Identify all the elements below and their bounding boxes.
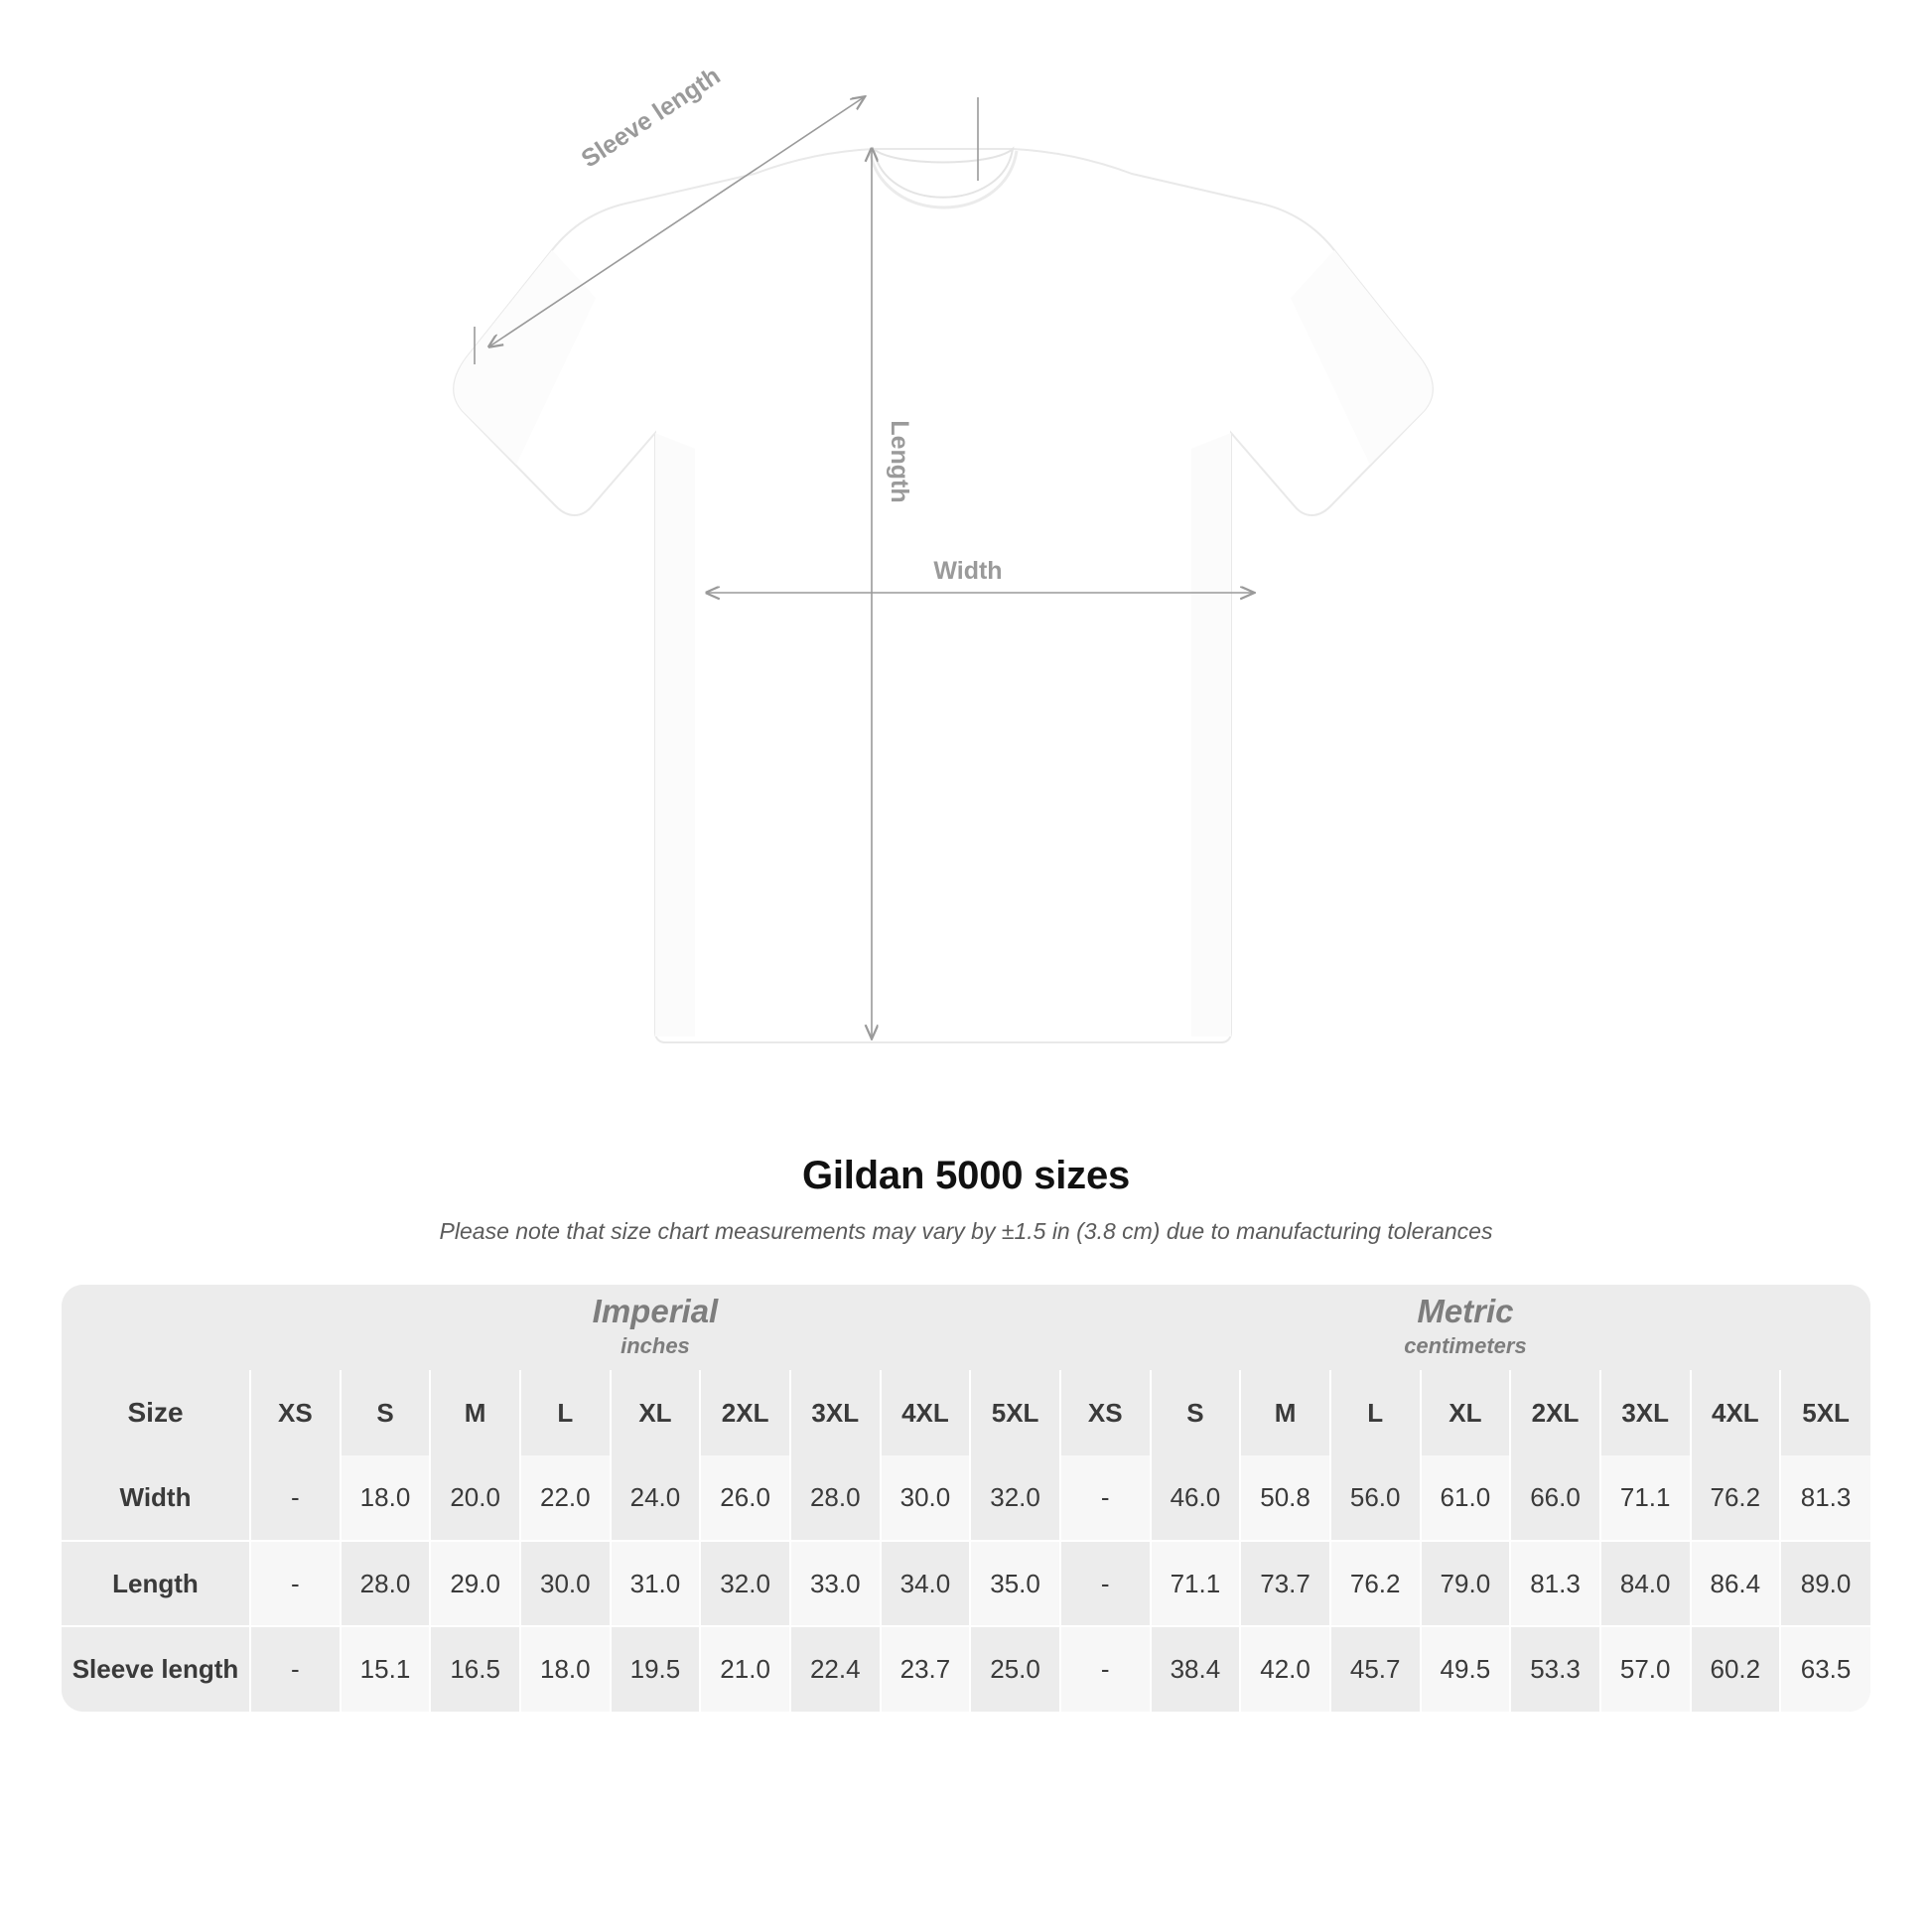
unit-group-row — [62, 1285, 1870, 1370]
cell-sleeve-imperial-2xl: 21.0 — [700, 1626, 790, 1712]
cell-width-metric-xs: - — [1060, 1455, 1151, 1541]
cell-sleeve-imperial-3xl: 22.4 — [790, 1626, 881, 1712]
tshirt-shape — [454, 149, 1433, 1042]
size-table-wrapper — [62, 1285, 1870, 1712]
cell-sleeve-imperial-4xl: 23.7 — [881, 1626, 971, 1712]
unit-group-imperial-sub: inches — [621, 1333, 690, 1359]
size-header-imperial-l: L — [520, 1370, 611, 1455]
cell-sleeve-metric-xs: - — [1060, 1626, 1151, 1712]
size-header-imperial-s: S — [341, 1370, 431, 1455]
table-row — [62, 1455, 1870, 1541]
cell-sleeve-imperial-xs: - — [250, 1626, 341, 1712]
cell-sleeve-imperial-l: 18.0 — [520, 1626, 611, 1712]
width-label: Width — [933, 557, 1003, 585]
cell-length-metric-xs: - — [1060, 1541, 1151, 1626]
unit-group-metric-sub: centimeters — [1404, 1333, 1527, 1359]
size-header-metric-xl: XL — [1421, 1370, 1511, 1455]
size-header-metric-5xl: 5XL — [1780, 1370, 1870, 1455]
cell-width-metric-2xl: 66.0 — [1510, 1455, 1600, 1541]
size-header-imperial-3xl: 3XL — [790, 1370, 881, 1455]
size-header-imperial-xl: XL — [611, 1370, 701, 1455]
unit-group-metric — [1060, 1285, 1870, 1370]
size-header-metric-2xl: 2XL — [1510, 1370, 1600, 1455]
size-table — [62, 1285, 1870, 1712]
row-label-length: Length — [62, 1541, 250, 1626]
cell-length-metric-3xl: 84.0 — [1600, 1541, 1691, 1626]
unit-group-metric-name: Metric — [1417, 1292, 1514, 1329]
cell-length-imperial-xs: - — [250, 1541, 341, 1626]
size-header-imperial-5xl: 5XL — [970, 1370, 1060, 1455]
size-header-label: Size — [62, 1370, 250, 1455]
cell-width-metric-m: 50.8 — [1240, 1455, 1330, 1541]
cell-width-imperial-3xl: 28.0 — [790, 1455, 881, 1541]
cell-width-metric-xl: 61.0 — [1421, 1455, 1511, 1541]
cell-width-metric-l: 56.0 — [1330, 1455, 1421, 1541]
size-header-row — [62, 1370, 1870, 1455]
size-header-imperial-2xl: 2XL — [700, 1370, 790, 1455]
cell-length-imperial-5xl: 35.0 — [970, 1541, 1060, 1626]
table-row — [62, 1541, 1870, 1626]
cell-length-metric-5xl: 89.0 — [1780, 1541, 1870, 1626]
cell-width-imperial-l: 22.0 — [520, 1455, 611, 1541]
size-header-metric-m: M — [1240, 1370, 1330, 1455]
cell-width-imperial-4xl: 30.0 — [881, 1455, 971, 1541]
page-title: Gildan 5000 sizes — [801, 1154, 1131, 1197]
table-corner — [62, 1285, 250, 1370]
cell-width-imperial-5xl: 32.0 — [970, 1455, 1060, 1541]
cell-length-metric-xl: 79.0 — [1421, 1541, 1511, 1626]
cell-length-imperial-l: 30.0 — [520, 1541, 611, 1626]
size-header-imperial-m: M — [430, 1370, 520, 1455]
table-row — [62, 1626, 1870, 1712]
sleeve-length-label: Sleeve length — [576, 62, 726, 174]
row-label-width: Width — [62, 1455, 250, 1541]
row-label-sleeve-length: Sleeve length — [62, 1626, 250, 1712]
cell-length-metric-4xl: 86.4 — [1691, 1541, 1781, 1626]
cell-width-imperial-s: 18.0 — [341, 1455, 431, 1541]
size-header-imperial-4xl: 4XL — [881, 1370, 971, 1455]
size-header-imperial-xs: XS — [250, 1370, 341, 1455]
cell-length-metric-2xl: 81.3 — [1510, 1541, 1600, 1626]
cell-sleeve-imperial-5xl: 25.0 — [970, 1626, 1060, 1712]
size-header-metric-3xl: 3XL — [1600, 1370, 1691, 1455]
size-header-metric-4xl: 4XL — [1691, 1370, 1781, 1455]
cell-width-metric-4xl: 76.2 — [1691, 1455, 1781, 1541]
cell-sleeve-metric-m: 42.0 — [1240, 1626, 1330, 1712]
cell-width-metric-3xl: 71.1 — [1600, 1455, 1691, 1541]
cell-length-imperial-s: 28.0 — [341, 1541, 431, 1626]
cell-sleeve-metric-l: 45.7 — [1330, 1626, 1421, 1712]
cell-sleeve-metric-xl: 49.5 — [1421, 1626, 1511, 1712]
cell-width-imperial-m: 20.0 — [430, 1455, 520, 1541]
cell-width-imperial-xs: - — [250, 1455, 341, 1541]
cell-width-imperial-2xl: 26.0 — [700, 1455, 790, 1541]
cell-sleeve-imperial-xl: 19.5 — [611, 1626, 701, 1712]
cell-sleeve-metric-4xl: 60.2 — [1691, 1626, 1781, 1712]
cell-sleeve-metric-2xl: 53.3 — [1510, 1626, 1600, 1712]
cell-length-imperial-xl: 31.0 — [611, 1541, 701, 1626]
measurement-note: Please note that size chart measurements may vary by ±1.5 in (3.8 cm) due to manufacturing tolerances — [439, 1218, 1493, 1244]
cell-sleeve-metric-3xl: 57.0 — [1600, 1626, 1691, 1712]
cell-length-imperial-m: 29.0 — [430, 1541, 520, 1626]
cell-length-imperial-2xl: 32.0 — [700, 1541, 790, 1626]
cell-length-metric-s: 71.1 — [1151, 1541, 1241, 1626]
unit-group-imperial — [250, 1285, 1060, 1370]
cell-sleeve-imperial-m: 16.5 — [430, 1626, 520, 1712]
cell-length-metric-m: 73.7 — [1240, 1541, 1330, 1626]
cell-length-metric-l: 76.2 — [1330, 1541, 1421, 1626]
cell-width-metric-5xl: 81.3 — [1780, 1455, 1870, 1541]
size-header-metric-l: L — [1330, 1370, 1421, 1455]
cell-width-imperial-xl: 24.0 — [611, 1455, 701, 1541]
cell-sleeve-metric-s: 38.4 — [1151, 1626, 1241, 1712]
cell-length-imperial-4xl: 34.0 — [881, 1541, 971, 1626]
cell-sleeve-imperial-s: 15.1 — [341, 1626, 431, 1712]
size-header-metric-s: S — [1151, 1370, 1241, 1455]
size-header-metric-xs: XS — [1060, 1370, 1151, 1455]
cell-width-metric-s: 46.0 — [1151, 1455, 1241, 1541]
cell-sleeve-metric-5xl: 63.5 — [1780, 1626, 1870, 1712]
cell-length-imperial-3xl: 33.0 — [790, 1541, 881, 1626]
unit-group-imperial-name: Imperial — [592, 1292, 719, 1329]
length-label: Length — [886, 420, 913, 503]
